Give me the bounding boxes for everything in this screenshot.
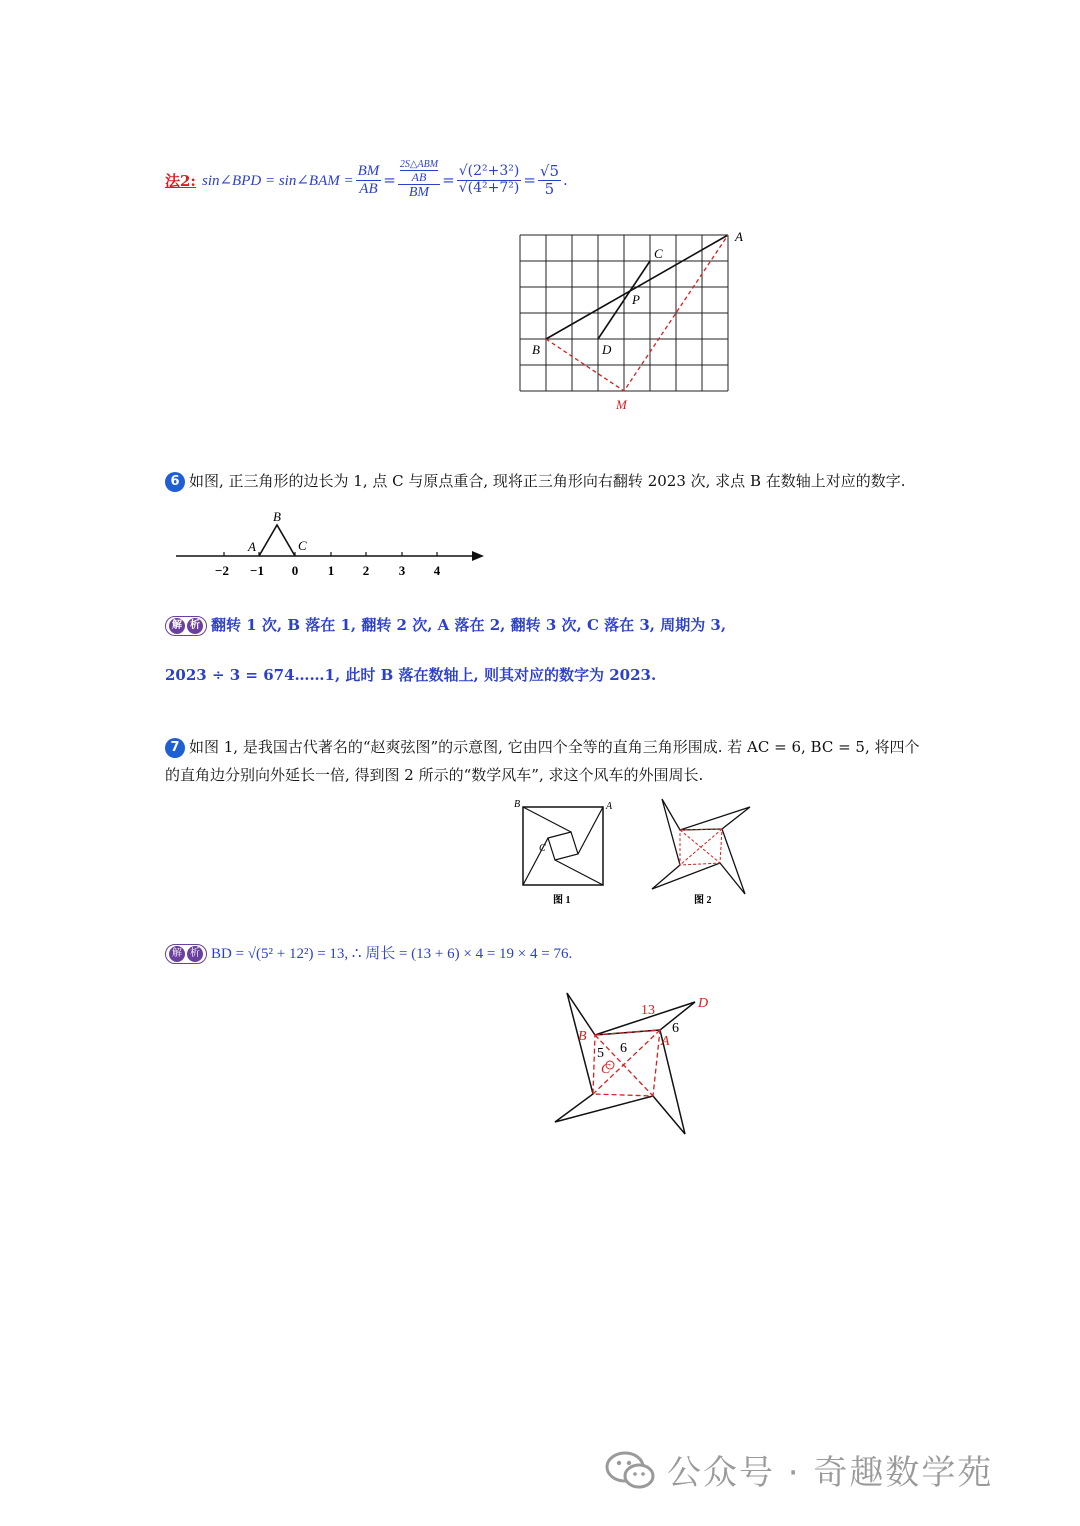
label-c: C	[654, 246, 663, 261]
label-m: M	[616, 397, 627, 412]
q7-text-1: 如图 1, 是我国古代著名的“赵爽弦图”的示意图, 它由四个全等的直角三角形围成. 若 AC = 6, BC = 5, 将四个	[189, 738, 920, 756]
fig1-label-a: A	[606, 801, 613, 812]
watermark-text: 公众号 · 奇趣数学苑	[667, 1453, 994, 1493]
number-line-figure	[170, 505, 490, 585]
equilateral-triangle	[259, 525, 295, 556]
fraction-bm-ab: $\frac{BM}{AB}$	[357, 163, 380, 197]
wechat-icon	[605, 1450, 657, 1490]
fig3-length-5: 5	[597, 1046, 604, 1061]
tick-label: 1	[327, 563, 335, 578]
fig3-length-6-inner: 6	[620, 1041, 627, 1056]
fig3-label-a: A	[661, 1034, 670, 1049]
figure1-zhao-shuang	[505, 795, 620, 910]
fraction-sqrt: $\frac{\text{√(2²+3²)}}{\text{√(4²+7²)}}$	[458, 163, 520, 196]
fig3-label-b: B	[578, 1029, 587, 1044]
label-p: P	[632, 292, 640, 307]
q7-statement-line2: 的直角边分别向外延长一倍, 得到图 2 所示的“数学风车”, 求这个风车的外围周长.	[165, 766, 704, 784]
fraction-result: $\frac{√5}{5}$	[539, 162, 559, 198]
tri-label-b: B	[273, 509, 281, 524]
fig1-caption: 图 1	[553, 895, 571, 906]
fig1-label-c: C	[539, 843, 546, 854]
method2-lhs: sin∠BPD = sin∠BAM =	[201, 172, 354, 189]
solution-badge: 解 析	[165, 944, 207, 964]
q7-solution: 解 析 BD = √(5² + 12²) = 13, ∴ 周长 = (13 + 6) × 4 = 19 × 4 = 76.	[165, 942, 572, 964]
grid-figure	[505, 225, 765, 420]
method2-label: 法2:	[165, 171, 196, 190]
q6-solution-line1: 解 析 翻转 1 次, B 落在 1, 翻转 2 次, A 落在 2, 翻转 3 次, C 落在 3, 周期为 3,	[165, 614, 726, 636]
fig3-label-c: C	[601, 1062, 611, 1077]
figure3-windmill-solution	[545, 985, 735, 1140]
tick-label: −2	[215, 563, 229, 578]
tick-label: −1	[250, 563, 264, 578]
q7-statement-line1	[165, 736, 937, 758]
fig3-length-13: 13	[641, 1003, 655, 1018]
watermark	[605, 1445, 993, 1494]
q6-text: 如图, 正三角形的边长为 1, 点 C 与原点重合, 现将正三角形向右翻转 2023 次, 求点 B 在数轴上对应的数字.	[189, 472, 906, 490]
label-b: B	[532, 342, 540, 357]
fig1-label-b: B	[514, 799, 521, 810]
q6-number-badge: 6	[165, 472, 185, 492]
tri-label-c: C	[298, 538, 307, 553]
method2-formula: 法2: sin∠BPD = sin∠BAM = $\frac{BM}{AB}$ = 2S△ABM AB BM = $\frac{\text{√(2²+3²)}}{\text{√(4²+7²)}}$ = $\frac{√5}{5}$ .	[165, 159, 568, 201]
solution-badge: 解 析	[165, 616, 207, 636]
q6-solution-line2: 2023 ÷ 3 = 674……1, 此时 B 落在数轴上, 则其对应的数字为 2023.	[165, 666, 657, 684]
tick-label: 4	[433, 563, 441, 578]
tri-label-a: A	[248, 539, 256, 554]
fig2-caption: 图 2	[694, 895, 712, 906]
tick-label: 2	[362, 563, 370, 578]
label-a: A	[735, 229, 743, 244]
q6-statement	[165, 470, 906, 492]
fig3-label-d: D	[698, 996, 709, 1011]
tick-label: 0	[291, 563, 299, 578]
tick-label: 3	[398, 563, 406, 578]
grid-lines	[520, 235, 728, 391]
fig3-length-6-outer: 6	[672, 1021, 679, 1036]
arrow-icon	[472, 551, 484, 561]
fraction-area: 2S△ABM AB BM	[399, 159, 439, 201]
q7-number-badge: 7	[165, 738, 185, 758]
figure2-windmill	[640, 795, 765, 910]
label-d: D	[602, 342, 612, 357]
